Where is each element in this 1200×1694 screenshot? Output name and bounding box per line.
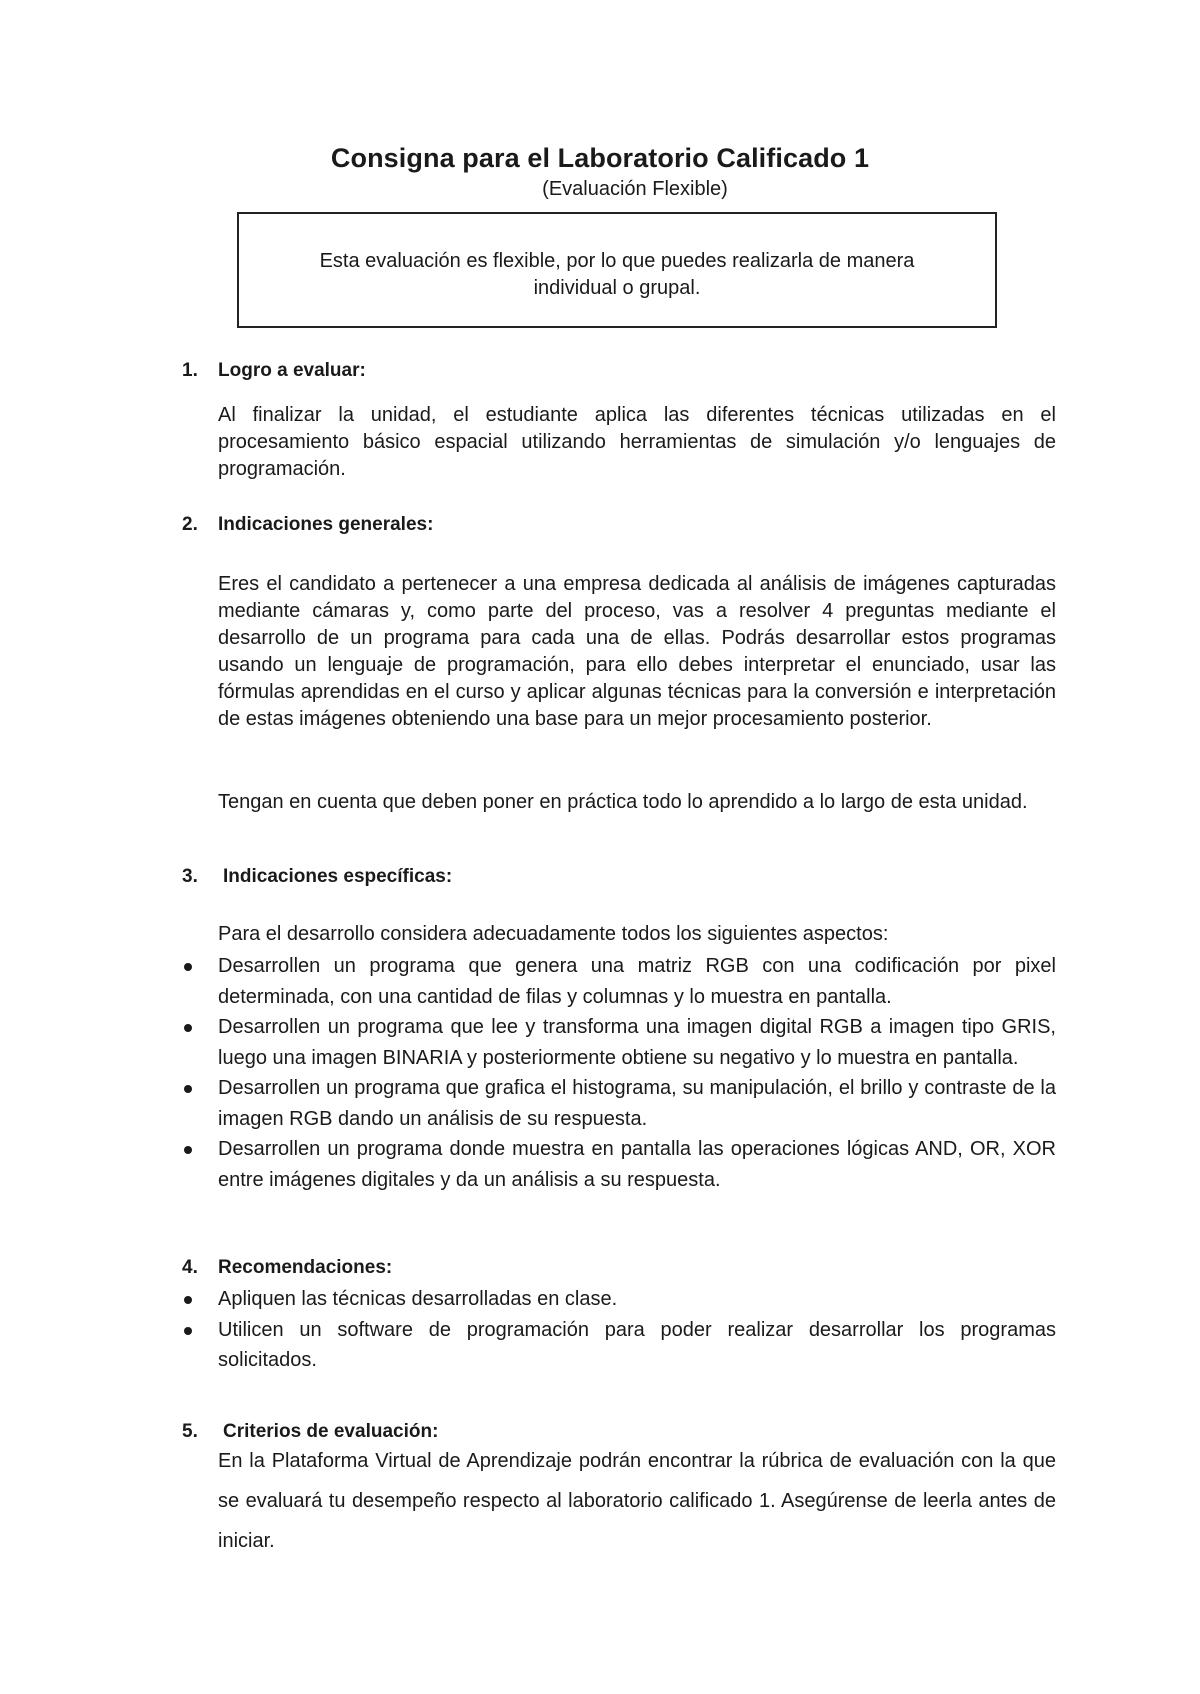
- section-title: Logro a evaluar:: [218, 360, 366, 381]
- section-title: Indicaciones generales:: [218, 514, 434, 535]
- bullet-icon: [184, 1024, 192, 1032]
- bullet-icon: [184, 963, 192, 971]
- list-item: Utilicen un software de programación para poder realizar desarrollar los programas solicitados.: [182, 1315, 1056, 1376]
- section-3-bullet-list: [182, 951, 1056, 1195]
- section-1-paragraph: Al finalizar la unidad, el estudiante aplica las diferentes técnicas utilizadas en el procesamiento básico espacial utilizando herramientas de simulación y/o lenguajes de programación.: [218, 404, 1056, 480]
- list-item: Desarrollen un programa donde muestra en pantalla las operaciones lógicas AND, OR, XOR entre imágenes digitales y da un análisis a su respuesta.: [182, 1134, 1056, 1195]
- section-5-paragraph: En la Plataforma Virtual de Aprendizaje podrán encontrar la rúbrica de evaluación con la que se evaluará tu desempeño respecto al laboratorio calificado 1. Asegúrense de leerla antes de iniciar.: [218, 1450, 1056, 1552]
- list-item: Apliquen las técnicas desarrolladas en clase.: [182, 1284, 1056, 1315]
- list-item: Desarrollen un programa que genera una matriz RGB con una codificación por pixel determinada, con una cantidad de filas y columnas y lo muestra en pantalla.: [182, 951, 1056, 1012]
- section-number: 4.: [182, 1257, 198, 1278]
- section-number: 3.: [182, 866, 198, 887]
- notice-text: Esta evaluación es flexible, por lo que puedes realizarla de manera individual o grupal.: [319, 250, 915, 299]
- section-3-heading: [182, 866, 452, 888]
- section-title: Criterios de evaluación:: [223, 1421, 439, 1442]
- section-2-heading: [182, 514, 433, 536]
- section-2-paragraph: Eres el candidato a pertenecer a una empresa dedicada al análisis de imágenes capturadas mediante cámaras y, como parte del proceso, vas a resolver 4 preguntas mediante el desarrollo de un programa para cada una de ellas. Podrás desarrollar estos programas usando un lenguaje de programación, para ello debes interpretar el enunciado, usar las fórmulas aprendidas en el curso y aplicar algunas técnicas para la conversión e interpretación de estas imágenes obteniendo una base para un mejor procesamiento posterior.: [218, 573, 1056, 730]
- bullet-icon: [184, 1296, 192, 1304]
- section-4-heading: [182, 1257, 392, 1279]
- section-number: 5.: [182, 1421, 198, 1442]
- bullet-icon: [184, 1327, 192, 1335]
- bullet-icon: [184, 1146, 192, 1154]
- section-1-heading: [182, 360, 366, 382]
- section-2-paragraph-2: Tengan en cuenta que deben poner en práctica todo lo aprendido a lo largo de esta unidad.: [218, 791, 1028, 813]
- list-item: Desarrollen un programa que grafica el histograma, su manipulación, el brillo y contraste de la imagen RGB dando un análisis de su respuesta.: [182, 1073, 1056, 1134]
- section-title: Recomendaciones:: [218, 1257, 393, 1278]
- notice-box: [237, 212, 997, 328]
- page-subtitle: (Evaluación Flexible): [542, 178, 728, 200]
- section-3-intro: Para el desarrollo considera adecuadamente todos los siguientes aspectos:: [218, 923, 889, 945]
- section-4-bullet-list: [182, 1284, 1056, 1376]
- section-number: 2.: [182, 514, 198, 535]
- bullet-icon: [184, 1085, 192, 1093]
- section-number: 1.: [182, 360, 198, 381]
- page-title: Consigna para el Laboratorio Calificado 1: [330, 143, 870, 173]
- list-item: Desarrollen un programa que lee y transforma una imagen digital RGB a imagen tipo GRIS, luego una imagen BINARIA y posteriormente obtiene su negativo y lo muestra en pantalla.: [182, 1012, 1056, 1073]
- section-title: Indicaciones específicas:: [223, 866, 453, 887]
- section-5-heading: [182, 1421, 438, 1443]
